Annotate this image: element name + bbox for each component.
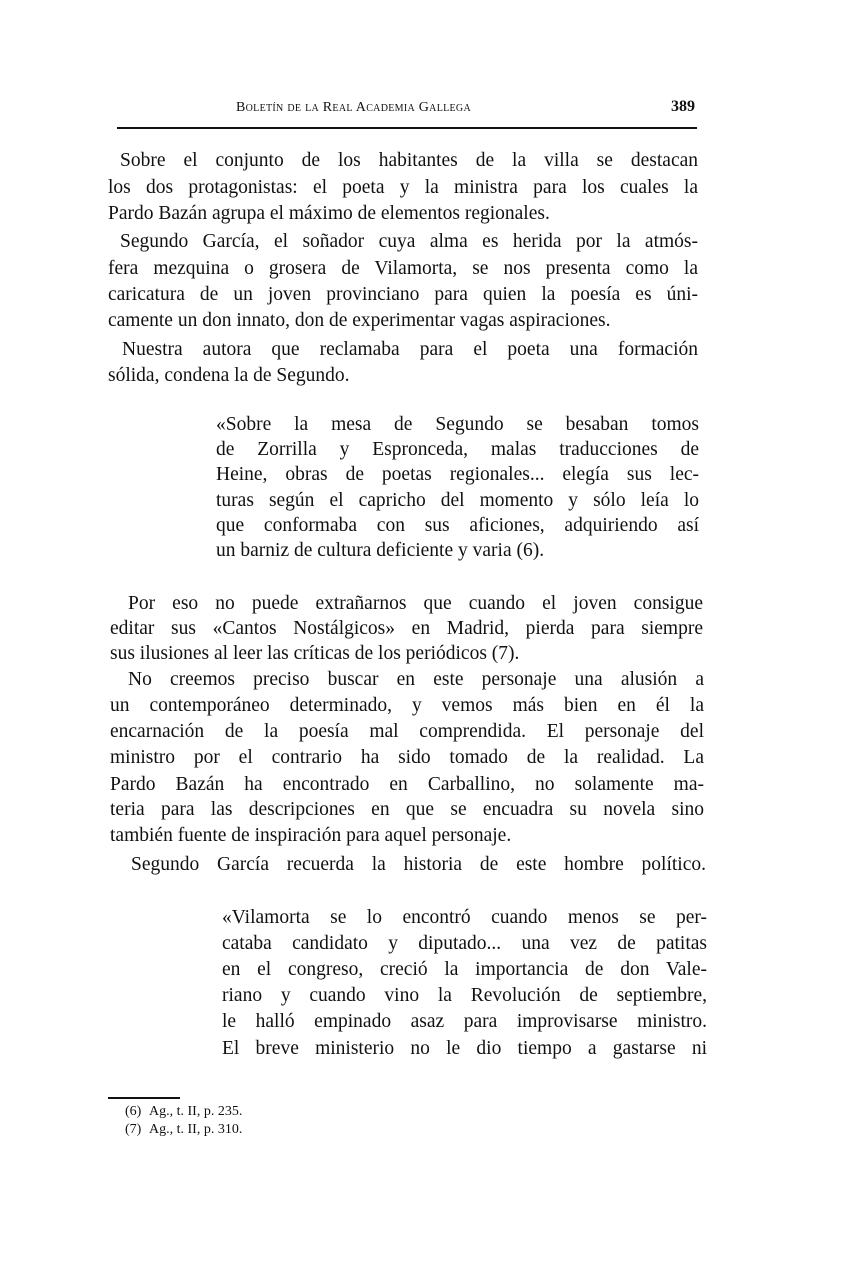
block-quote-line: «Vilamorta se lo encontró cuando menos se per- bbox=[222, 907, 707, 928]
block-quote-line: «Sobre la mesa de Segundo se besaban tomos bbox=[216, 414, 699, 435]
footnote bbox=[125, 1122, 242, 1138]
footnote-text: Ag., t. II, p. 235. bbox=[149, 1104, 243, 1119]
paragraph-line: ministro por el contrario ha sido tomado de la realidad. La bbox=[110, 747, 704, 768]
footnote-rule bbox=[108, 1097, 180, 1099]
paragraph-line: caricatura de un joven provinciano para quien la poesía es úni- bbox=[108, 284, 698, 305]
paragraph-line: camente un don innato, don de experimentar vagas aspiraciones. bbox=[108, 310, 611, 331]
block-quote-line: que conformaba con sus aficiones, adquiriendo así bbox=[216, 515, 699, 536]
paragraph-line: Segundo García, el soñador cuya alma es herida por la atmós- bbox=[120, 231, 698, 252]
block-quote-line: le halló empinado asaz para improvisarse ministro. bbox=[222, 1011, 707, 1032]
paragraph-line: también fuente de inspiración para aquel personaje. bbox=[110, 825, 512, 846]
block-quote-line: de Zorrilla y Espronceda, malas traducciones de bbox=[216, 439, 699, 460]
page-number: 389 bbox=[671, 98, 695, 115]
footnote-text: Ag., t. II, p. 310. bbox=[149, 1122, 243, 1137]
block-quote-line: turas según el capricho del momento y sólo leía lo bbox=[216, 490, 699, 511]
footnote-mark: (7) bbox=[125, 1122, 142, 1137]
block-quote-line: en el congreso, creció la importancia de don Vale- bbox=[222, 959, 707, 980]
block-quote-line: un barniz de cultura deficiente y varia (6). bbox=[216, 540, 545, 561]
block-quote-line: riano y cuando vino la Revolución de septiembre, bbox=[222, 985, 707, 1006]
footnote bbox=[125, 1104, 242, 1120]
block-quote-line: Heine, obras de poetas regionales... elegía sus lec- bbox=[216, 464, 699, 485]
paragraph-line: encarnación de la poesía mal comprendida. El personaje del bbox=[110, 721, 704, 742]
paragraph-line: Por eso no puede extrañarnos que cuando el joven consigue bbox=[128, 593, 703, 614]
paragraph-line: Pardo Bazán ha encontrado en Carballino, no solamente ma- bbox=[110, 774, 704, 795]
paragraph-line: sus ilusiones al leer las críticas de los periódicos (7). bbox=[110, 643, 520, 664]
paragraph-line: fera mezquina o grosera de Vilamorta, se nos presenta como la bbox=[108, 258, 698, 279]
paragraph-line: No creemos preciso buscar en este personaje una alusión a bbox=[128, 669, 704, 690]
block-quote-line: El breve ministerio no le dio tiempo a gastarse ni bbox=[222, 1038, 707, 1059]
header-rule bbox=[117, 127, 697, 129]
footnote-mark: (6) bbox=[125, 1104, 142, 1119]
block-quote-line: cataba candidato y diputado... una vez de patitas bbox=[222, 933, 707, 954]
running-title: Boletín de la Real Academia Gallega bbox=[236, 100, 471, 115]
paragraph-line: teria para las descripciones en que se encuadra su novela sino bbox=[110, 799, 704, 820]
paragraph-line: Pardo Bazán agrupa el máximo de elementos regionales. bbox=[108, 203, 550, 224]
paragraph-line: Segundo García recuerda la historia de este hombre político. bbox=[131, 854, 706, 875]
paragraph-line: Nuestra autora que reclamaba para el poeta una formación bbox=[122, 339, 698, 360]
paragraph-line: Sobre el conjunto de los habitantes de la villa se destacan bbox=[120, 150, 698, 171]
paragraph-line: editar sus «Cantos Nostálgicos» en Madrid, pierda para siempre bbox=[110, 618, 703, 639]
paragraph-line: sólida, condena la de Segundo. bbox=[108, 365, 350, 386]
paragraph-line: los dos protagonistas: el poeta y la ministra para los cuales la bbox=[108, 177, 698, 198]
paragraph-line: un contemporáneo determinado, y vemos más bien en él la bbox=[110, 695, 704, 716]
